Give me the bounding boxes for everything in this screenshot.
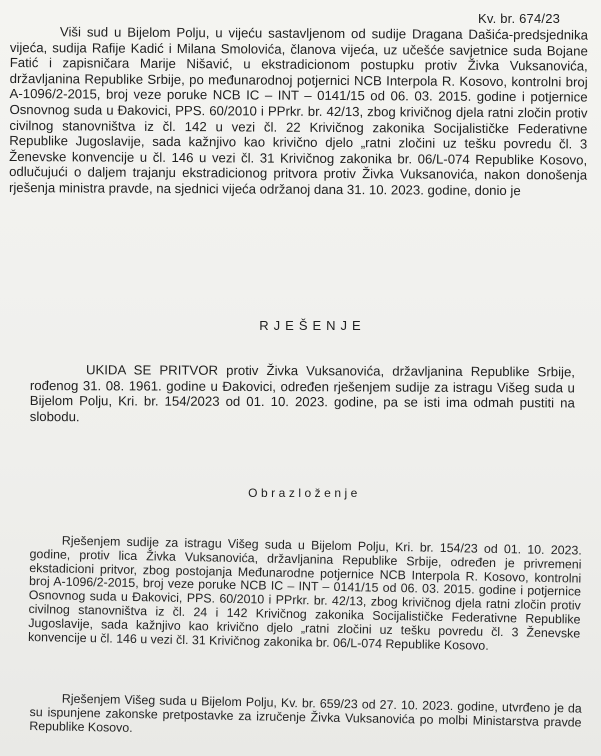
reasoning-paragraph-2: Rješenjem Višeg suda u Bijelom Polju, Kv. br. 659/23 od 27. 10. 2023. godine, utvrđeno je da su ispunjene zakonske pretpostavke za izručenje Živka Vuksanovića po molbi Ministarstva pravde Republike Kosovo. [29,691,582,735]
decision-paragraph: UKIDA SE PRITVOR protiv Živka Vuksanovića, državljanina Republike Srbije, rođenog 31. 08. 1961. godine u Đakovici, određen rješenjem sudije za istragu Višeg suda u Bijelom Polju, Kri. br. 154/2023 od 01. 10. 2023. godine, pa se isti ima odmah pustiti na slobodu. [29,362,575,424]
reasoning-paragraph-1: Rješenjem sudije za istragu Višeg suda u Bijelom Polju, Kri. br. 154/23 od 01. 10. 2023. godine, protiv lica Živka Vuksanovića, državljanina Republike Srbije, određen je privremeni ekstadicioni pritvor, zbog postojanja Međunarodne potjernice NCB Interpola R. Kosovo, kontrolni broj A-1096/2-2015, broj veze poruke NCB IC – INT – 0141/15 od 06. 03. 2015. godine i potjernice Osnovnog suda u Đakovici, PPS. 60/2010 i PPrkr. br. 42/13, zbog krivičnog djela ratni zločin protiv civilnog stanovništva iz čl. 24 i 142 Krivičnog zakonika Socijalističke Federativne Republike Jugoslavije, sada kažnjivo kao krivično djelo „ratni zločini uz tešku povredu čl. 3 Ženevske konvencije u čl. 146 u vezi čl. 31 Krivičnog zakonika br. 06/L-074 Republike Kosovo. [27,533,582,653]
case-number: Kv. br. 674/23 [478,11,561,26]
decision-heading: RJEŠENJE [259,318,366,333]
reasoning-heading: Obrazloženje [248,486,361,500]
intro-paragraph: Viši sud u Bijelom Polju, u vijeću sastavljenom od sudije Dragana Dašića-predsjednika vijeća, sudija Rafije Kadić i Milana Smolovića, članova vijeća, uz učešće savjetnice suda Bojane Fatić i zapisničara Marije Nišavić, u ekstradicionom postupku protiv Živka Vuksanovića, državljanina Republike Srbije, po međunarodnoj potjernici NCB Interpola R. Kosovo, kontrolni broj A-1096/2-2015, broj veze poruke NCB IC – INT – 0141/15 od 06. 03. 2015. godine i potjernice Osnovnog suda u Đakovici, PPS. 60/2010 i PPrkr. br. 42/13, zbog krivičnog djela ratni zločin protiv civilnog stanovništva iz čl. 142 u vezi čl. 22 Krivičnog zakonika Socijalističke Federativne Republike Jugoslavije, sada kažnjivo kao krivično djelo „ratni zločini uz tešku povredu čl. 3 Ženevske konvencije u čl. 146 u vezi čl. 31 Krivičnog zakonika br. 06/L-074 Republike Kosovo, odlučujući o daljem trajanju ekstradicionog pritvora protiv Živka Vuksanovića, nakon donošenja rješenja ministra pravde, na sjednici vijeća održanoj dana 31. 10. 2023. godine, donio je [8,24,588,199]
